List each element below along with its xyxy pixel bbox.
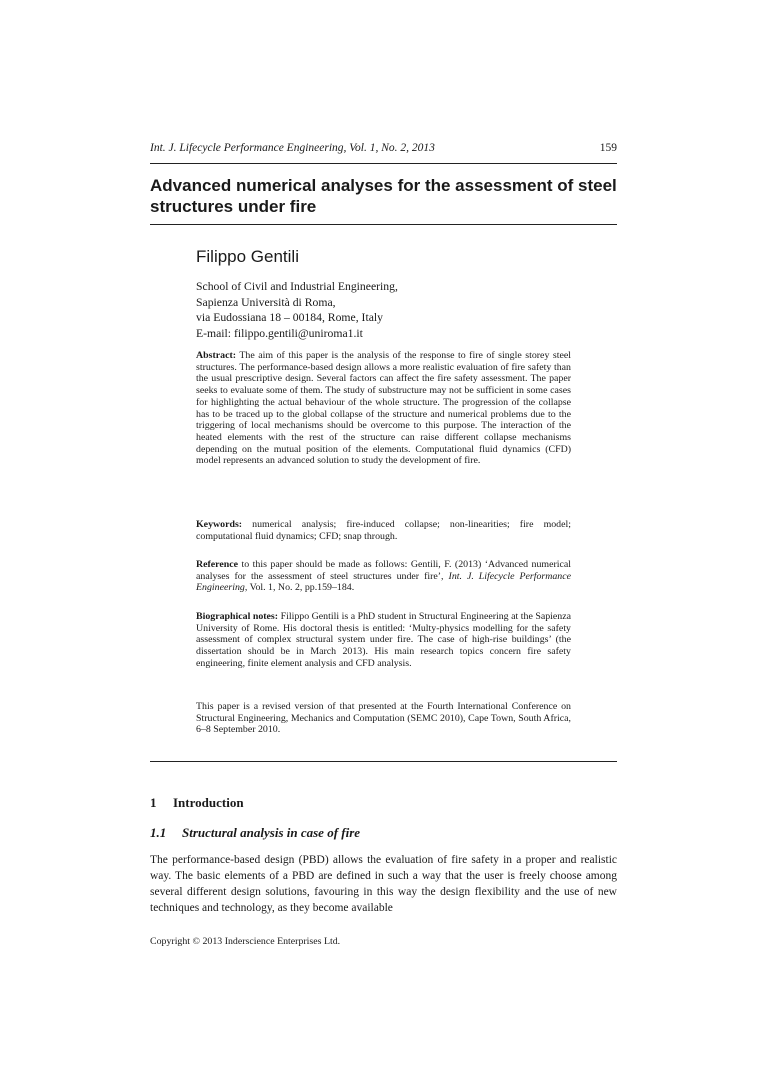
subsection-title: Structural analysis in case of fire bbox=[182, 825, 361, 840]
biographical-notes bbox=[196, 611, 571, 670]
page-number: 159 bbox=[599, 142, 617, 154]
affiliation-line: Sapienza Università di Roma, bbox=[196, 295, 336, 309]
body-paragraph: The performance-based design (PBD) allows the evaluation of fire safety in a proper and realistic way. The basic elements of a PBD are defined in such a way that the user is freely choose among several different design solutions, favouring in this way the design flexibility and the use of new techniques and technology, as they become available bbox=[150, 854, 617, 914]
author-name: Filippo Gentili bbox=[196, 247, 299, 266]
top-rule bbox=[150, 163, 617, 164]
abstract bbox=[196, 350, 571, 467]
bio-label: Biographical notes: bbox=[196, 611, 279, 622]
bio-text: Filippo Gentili is a PhD student in Structural Engineering at the Sapienza University of Rome. His doctoral thesis is entitled: ‘Multy-physics modelling for the safety assessment of complex structural system under fire. The case of high-rise buildings’ (the dissertation should be in March 2013). His main research topics concern fire safety engineering, finite element analysis and CFD analysis. bbox=[196, 611, 571, 669]
author-affiliation bbox=[196, 279, 576, 342]
section-number: 1 bbox=[150, 795, 157, 810]
revised-version-note: This paper is a revised version of that presented at the Fourth International Conference on Structural Engineering, Mechanics and Computation (SEMC 2010), Cape Town, South Africa, 6–8 September 2010. bbox=[196, 701, 571, 736]
subsection-heading bbox=[150, 825, 360, 841]
journal-citation: Int. J. Lifecycle Performance Engineering, Vol. 1, No. 2, 2013 bbox=[150, 142, 435, 154]
reference-label: Reference bbox=[196, 559, 239, 570]
affiliation-line: via Eudossiana 18 – 00184, Rome, Italy bbox=[196, 311, 383, 325]
paper-page bbox=[150, 0, 617, 1087]
section-heading bbox=[150, 795, 244, 811]
keywords bbox=[196, 519, 571, 542]
reference-tail: , Vol. 1, No. 2, pp.159–184. bbox=[244, 582, 355, 594]
running-head bbox=[150, 141, 617, 155]
reference-text: to this paper should be made as follows: Gentili, F. (2013) ‘Advanced numerical analyses for the assessment of steel structures under fire’, bbox=[196, 559, 571, 582]
subsection-number: 1.1 bbox=[150, 825, 167, 840]
abstract-text: The aim of this paper is the analysis of the response to fire of single storey steel structures. The performance-based design allows a more realistic evaluation of fire safety than the usual prescriptive design. Several factors can affect the fire safety assessment. The paper seeks to evaluate some of them. The study of substructure may not be sufficient in some cases for highlighting the actual behaviour of the whole structure. The progression of the collapse has to be traced up to the global collapse of the structure and numerical problems due to the triggering of local mechanisms should be overcome to this purpose. The interaction of the heated elements with the rest of the structure can raise different collapse mechanisms depending on the mutual position of the elements. Computational fluid dynamics (CFD) model represents an advanced solution to study the development of fire. bbox=[196, 350, 571, 467]
keywords-label: Keywords: bbox=[196, 519, 243, 530]
abstract-rule bbox=[150, 761, 617, 762]
title-rule bbox=[150, 224, 617, 225]
reference-note bbox=[196, 559, 571, 594]
affiliation-line: School of Civil and Industrial Engineering, bbox=[196, 280, 398, 293]
keywords-text: numerical analysis; fire-induced collapse; non-linearities; fire model; computational fluid dynamics; CFD; snap through. bbox=[196, 519, 571, 542]
author-email: E-mail: filippo.gentili@uniroma1.it bbox=[196, 327, 363, 341]
section-title: Introduction bbox=[173, 795, 244, 810]
paper-title: Advanced numerical analyses for the assessment of steel structures under fire bbox=[150, 176, 617, 216]
abstract-label: Abstract: bbox=[196, 350, 237, 361]
copyright-notice: Copyright © 2013 Inderscience Enterprises Ltd. bbox=[150, 936, 341, 947]
reference-journal: Int. J. Lifecycle Performance Engineering bbox=[196, 570, 571, 594]
